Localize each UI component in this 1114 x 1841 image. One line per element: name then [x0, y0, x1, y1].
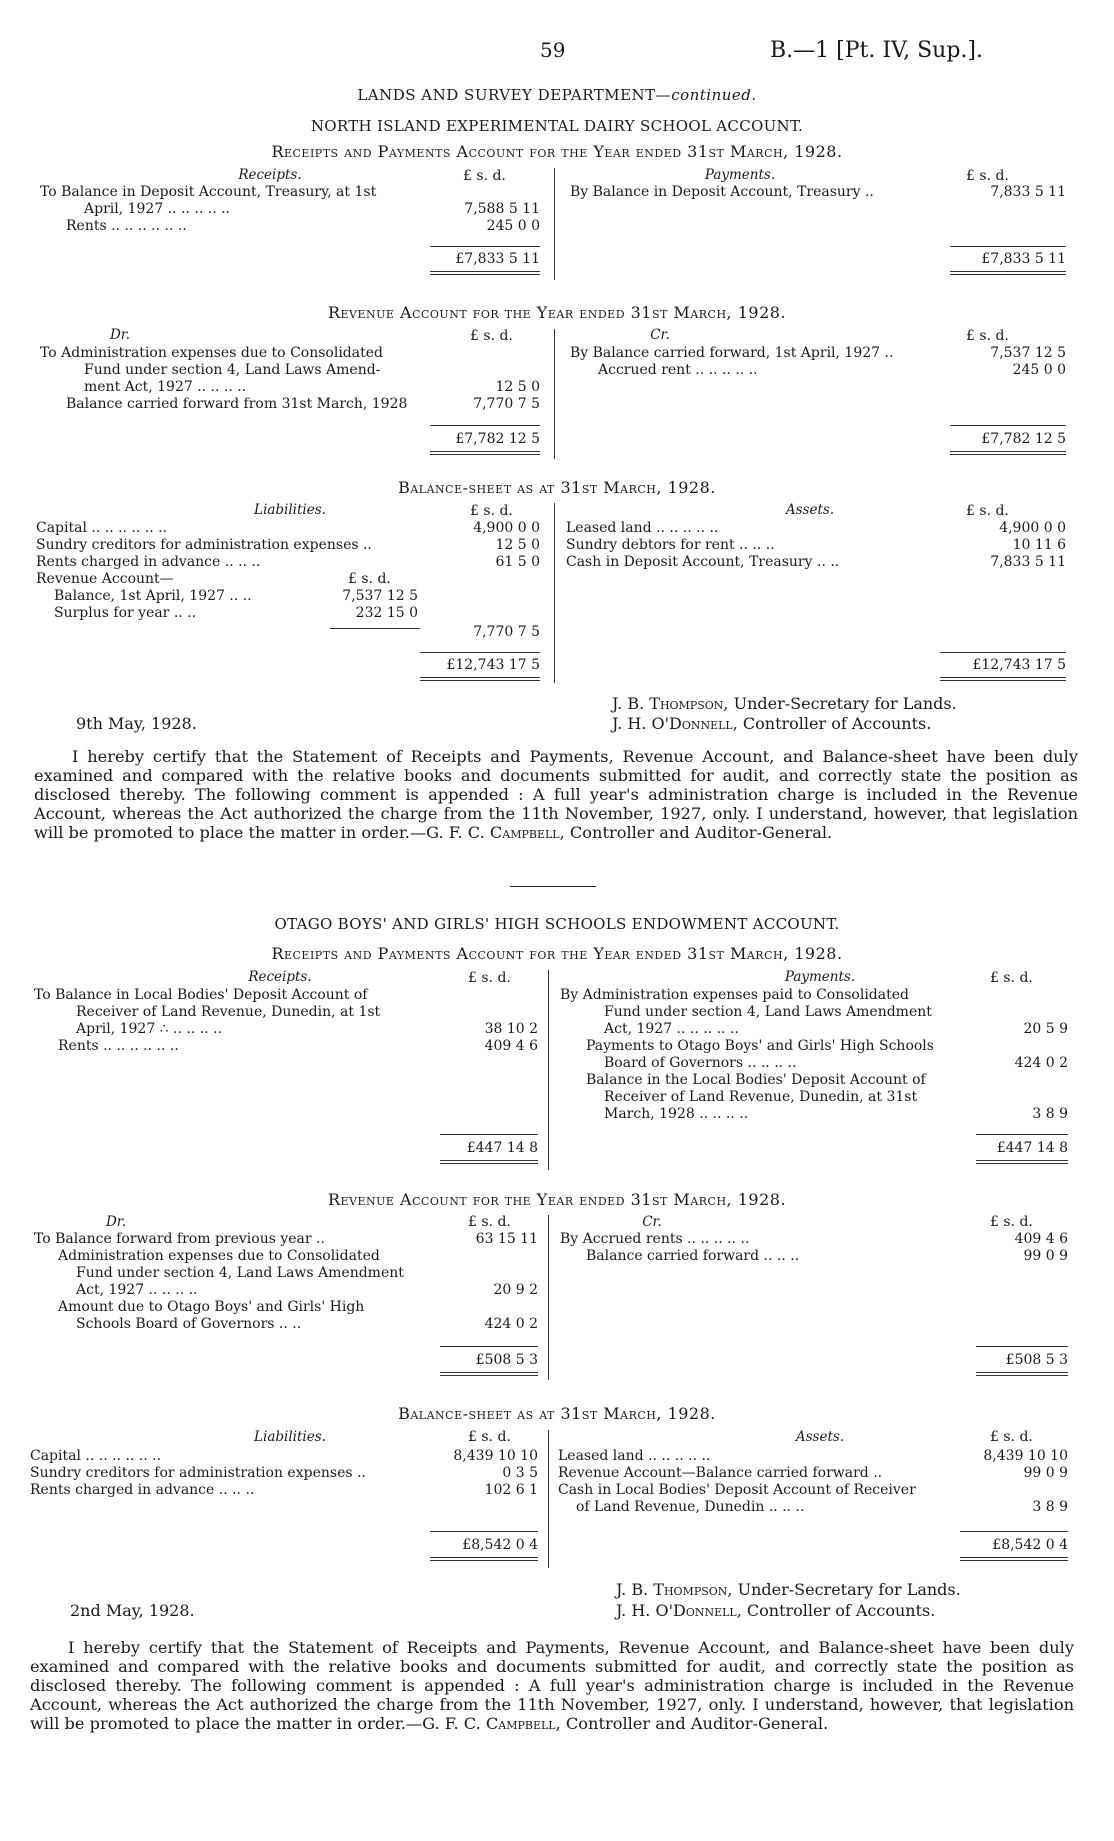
- bs-row-text: Surplus for year .. ..: [54, 605, 197, 621]
- bs-row-value: 4,900 0 0: [999, 520, 1066, 536]
- bs-row-value: 61 5 0: [495, 554, 540, 570]
- bs-row-text: Revenue Account—: [36, 571, 174, 587]
- lsd-header: £ s. d.: [990, 970, 1033, 986]
- rp-row-text: By Administration expenses paid to Consolidated: [560, 987, 909, 1003]
- bs-row-value: 8,439 10 10: [453, 1448, 538, 1464]
- rp-total: £7,833 5 11: [455, 251, 540, 267]
- rp-row-text: Receiver of Land Revenue, Dunedin, at 31st: [604, 1089, 918, 1105]
- lsd-header: £ s. d.: [468, 1429, 511, 1445]
- lsd-header: £ s. d.: [470, 503, 513, 519]
- rev-row-text: Balance carried forward .. .. ..: [586, 1248, 800, 1264]
- rp-row-text: Balance in the Local Bodies' Deposit Account of: [586, 1072, 926, 1088]
- rev-row-value: 20 9 2: [493, 1282, 538, 1298]
- bs-row-text: Leased land .. .. .. .. ..: [558, 1448, 711, 1464]
- col-head-cr: Cr.: [650, 327, 670, 343]
- col-head-dr: Dr.: [105, 1214, 127, 1230]
- bs-row-value: 8,439 10 10: [983, 1448, 1068, 1464]
- rev-total: £7,782 12 5: [455, 431, 540, 447]
- bs-row-text: Sundry creditors for administration expenses ..: [36, 537, 372, 553]
- bs-row-text: of Land Revenue, Dunedin .. .. ..: [576, 1499, 805, 1515]
- bs-row-value: 102 6 1: [484, 1482, 538, 1498]
- col-head-receipts: Receipts.: [248, 969, 312, 985]
- rev-row-text: To Balance forward from previous year ..: [34, 1231, 325, 1247]
- col-head-cr: Cr.: [642, 1214, 662, 1230]
- section1-title: NORTH ISLAND EXPERIMENTAL DAIRY SCHOOL ACCOUNT.: [310, 117, 804, 135]
- section1-balance-heading: Balance-sheet as at 31st March, 1928.: [398, 478, 716, 497]
- rp-row-text: To Balance in Local Bodies' Deposit Account of: [34, 987, 368, 1003]
- document-reference: B.—1 [Pt. IV, Sup.].: [770, 38, 983, 63]
- lsd-header: £ s. d.: [990, 1429, 1033, 1445]
- rev-row-value: 424 0 2: [484, 1316, 538, 1332]
- rev-row-value: 7,770 7 5: [473, 396, 540, 412]
- col-head-liabilities: Liabilities.: [254, 502, 326, 518]
- signature-undersecretary: J. B. Thompson, Under-Secretary for Lands.: [616, 1580, 961, 1599]
- rp-row-value: 424 0 2: [1014, 1055, 1068, 1071]
- bs-row-value: 0 3 5: [502, 1465, 538, 1481]
- bs-row-text: Rents charged in advance .. .. ..: [36, 554, 261, 570]
- section-divider: [510, 886, 596, 887]
- bs-row-value: 10 11 6: [1012, 537, 1066, 553]
- signature-controller: J. H. O'Donnell, Controller of Accounts.: [612, 714, 932, 733]
- bs-total: £12,743 17 5: [972, 657, 1066, 673]
- rev-row-text: To Administration expenses due to Consolidated: [40, 345, 383, 361]
- rp-row-value: 3 8 9: [1032, 1106, 1068, 1122]
- col-head-receipts: Receipts.: [238, 167, 302, 183]
- col-head-dr: Dr.: [109, 327, 131, 343]
- rp-row-text: Fund under section 4, Land Laws Amendment: [604, 1004, 932, 1020]
- rev-row-text: Administration expenses due to Consolidated: [58, 1248, 380, 1264]
- lsd-header: £ s. d.: [990, 1214, 1033, 1230]
- rev-row-text: Balance carried forward from 31st March, 1928: [66, 396, 408, 412]
- col-head-payments: Payments.: [784, 969, 856, 985]
- lsd-header: £ s. d.: [470, 328, 513, 344]
- bs-row-value: 232 15 0: [355, 605, 418, 621]
- section2-balance-heading: Balance-sheet as at 31st March, 1928.: [398, 1404, 716, 1423]
- rev-row-value: 63 15 11: [475, 1231, 538, 1247]
- rev-row-text: By Accrued rents .. .. .. .. ..: [560, 1231, 750, 1247]
- rp-row-text: March, 1928 .. .. .. ..: [604, 1106, 749, 1122]
- section1-rp-heading: Receipts and Payments Account for the Year ended 31st March, 1928.: [271, 142, 843, 161]
- col-head-assets: Assets.: [785, 502, 835, 518]
- rev-total: £508 5 3: [1005, 1352, 1068, 1368]
- lsd-header: £ s. d.: [348, 571, 391, 587]
- page-number: 59: [540, 38, 566, 62]
- lsd-header: £ s. d.: [966, 503, 1009, 519]
- section2-audit-certificate: I hereby certify that the Statement of Receipts and Payments, Revenue Account, and Balance-sheet have been duly examined and compared with the relative books and documents submitted for audit, and correctly state the position as disclosed thereby. The following comment is appended : A full year's administration charge is included in the Revenue Account, whereas the Act authorized the charge from the 11th November, 1927, only. I understand, however, that legislation will be promoted to place the matter in order.—G. F. C. Campbell, Controller and Auditor-General.: [30, 1638, 1074, 1733]
- rp-total: £447 14 8: [996, 1140, 1068, 1156]
- rp-row-value: 245 0 0: [486, 218, 540, 234]
- rev-row-text: Accrued rent .. .. .. .. ..: [598, 362, 758, 378]
- section2-revenue-heading: Revenue Account for the Year ended 31st March, 1928.: [327, 1190, 787, 1209]
- department-title: LANDS AND SURVEY DEPARTMENT—continued.: [357, 86, 757, 104]
- rp-row-value: 409 4 6: [484, 1038, 538, 1054]
- rev-row-text: By Balance carried forward, 1st April, 1927 ..: [570, 345, 894, 361]
- rp-row-value: 20 5 9: [1023, 1021, 1068, 1037]
- rev-row-value: 7,537 12 5: [990, 345, 1066, 361]
- bs-row-text: Rents charged in advance .. .. ..: [30, 1482, 255, 1498]
- rev-row-value: 99 0 9: [1023, 1248, 1068, 1264]
- bs-row-value: 7,770 7 5: [473, 624, 540, 640]
- rp-row-text: To Balance in Deposit Account, Treasury, at 1st: [40, 184, 377, 200]
- rev-row-text: Amount due to Otago Boys' and Girls' High: [58, 1299, 365, 1315]
- rp-total: £447 14 8: [466, 1140, 538, 1156]
- col-head-payments: Payments.: [704, 167, 776, 183]
- col-head-liabilities: Liabilities.: [254, 1429, 326, 1445]
- rev-row-value: 12 5 0: [495, 379, 540, 395]
- rev-row-text: Schools Board of Governors .. ..: [76, 1316, 302, 1332]
- bs-row-text: Balance, 1st April, 1927 .. ..: [54, 588, 252, 604]
- rp-row-value: 38 10 2: [484, 1021, 538, 1037]
- rev-total: £7,782 12 5: [981, 431, 1066, 447]
- rev-row-value: 409 4 6: [1014, 1231, 1068, 1247]
- bs-row-text: Capital .. .. .. .. .. ..: [30, 1448, 162, 1464]
- lsd-header: £ s. d.: [966, 328, 1009, 344]
- signature-controller: J. H. O'Donnell, Controller of Accounts.: [616, 1601, 936, 1620]
- signature-undersecretary: J. B. Thompson, Under-Secretary for Lands.: [612, 694, 957, 713]
- rev-total: £508 5 3: [475, 1352, 538, 1368]
- rp-row-text: April, 1927 .. .. .. .. ..: [84, 201, 231, 217]
- rp-row-text: April, 1927 ∴ .. .. .. ..: [76, 1021, 223, 1037]
- lsd-header: £ s. d.: [966, 168, 1009, 184]
- bs-row-text: Cash in Local Bodies' Deposit Account of Receiver: [558, 1482, 916, 1498]
- rp-row-text: Act, 1927 .. .. .. .. ..: [604, 1021, 739, 1037]
- rev-row-text: Fund under section 4, Land Laws Amend-: [84, 362, 381, 378]
- lsd-header: £ s. d.: [468, 970, 511, 986]
- rp-row-text: By Balance in Deposit Account, Treasury ..: [570, 184, 874, 200]
- bs-row-text: Sundry creditors for administration expenses ..: [30, 1465, 366, 1481]
- rev-row-text: Act, 1927 .. .. .. ..: [76, 1282, 198, 1298]
- rev-row-value: 245 0 0: [1012, 362, 1066, 378]
- lsd-header: £ s. d.: [463, 168, 506, 184]
- section2-title: OTAGO BOYS' AND GIRLS' HIGH SCHOOLS ENDOWMENT ACCOUNT.: [274, 915, 840, 933]
- bs-row-value: 12 5 0: [495, 537, 540, 553]
- bs-row-text: Sundry debtors for rent .. .. ..: [566, 537, 775, 553]
- section1-audit-certificate: I hereby certify that the Statement of Receipts and Payments, Revenue Account, and Balance-sheet have been duly examined and compared with the relative books and documents submitted for audit, and correctly state the position as disclosed thereby. The following comment is appended : A full year's administration charge is included in the Revenue Account, whereas the Act authorized the charge from the 11th November, 1927, only. I understand, however, that legislation will be promoted to place the matter in order.—G. F. C. Campbell, Controller and Auditor-General.: [34, 747, 1078, 842]
- rp-row-value: 7,588 5 11: [464, 201, 540, 217]
- section1-date: 9th May, 1928.: [76, 714, 197, 733]
- section1-revenue-heading: Revenue Account for the Year ended 31st March, 1928.: [327, 303, 787, 322]
- bs-row-value: 99 0 9: [1023, 1465, 1068, 1481]
- bs-row-text: Revenue Account—Balance carried forward ..: [558, 1465, 883, 1481]
- lsd-header: £ s. d.: [468, 1214, 511, 1230]
- bs-total: £8,542 0 4: [462, 1537, 538, 1553]
- section2-rp-heading: Receipts and Payments Account for the Year ended 31st March, 1928.: [271, 944, 843, 963]
- rp-row-text: Board of Governors .. .. .. ..: [604, 1055, 797, 1071]
- rp-row-text: Receiver of Land Revenue, Dunedin, at 1st: [76, 1004, 381, 1020]
- section2-date: 2nd May, 1928.: [70, 1601, 195, 1620]
- rp-row-text: Payments to Otago Boys' and Girls' High Schools: [586, 1038, 934, 1054]
- rev-row-text: ment Act, 1927 .. .. .. ..: [84, 379, 247, 395]
- rp-row-text: Rents .. .. .. .. .. ..: [58, 1038, 179, 1054]
- bs-row-value: 7,833 5 11: [990, 554, 1066, 570]
- col-head-assets: Assets.: [795, 1429, 845, 1445]
- rp-row-value: 7,833 5 11: [990, 184, 1066, 200]
- bs-row-value: 4,900 0 0: [473, 520, 540, 536]
- bs-row-value: 3 8 9: [1032, 1499, 1068, 1515]
- bs-total: £12,743 17 5: [446, 657, 540, 673]
- rev-row-text: Fund under section 4, Land Laws Amendment: [76, 1265, 404, 1281]
- bs-row-text: Capital .. .. .. .. .. ..: [36, 520, 168, 536]
- bs-row-text: Leased land .. .. .. .. ..: [566, 520, 719, 536]
- rp-total: £7,833 5 11: [981, 251, 1066, 267]
- bs-row-value: 7,537 12 5: [342, 588, 418, 604]
- rp-row-text: Rents .. .. .. .. .. ..: [66, 218, 187, 234]
- bs-total: £8,542 0 4: [992, 1537, 1068, 1553]
- bs-row-text: Cash in Deposit Account, Treasury .. ..: [566, 554, 840, 570]
